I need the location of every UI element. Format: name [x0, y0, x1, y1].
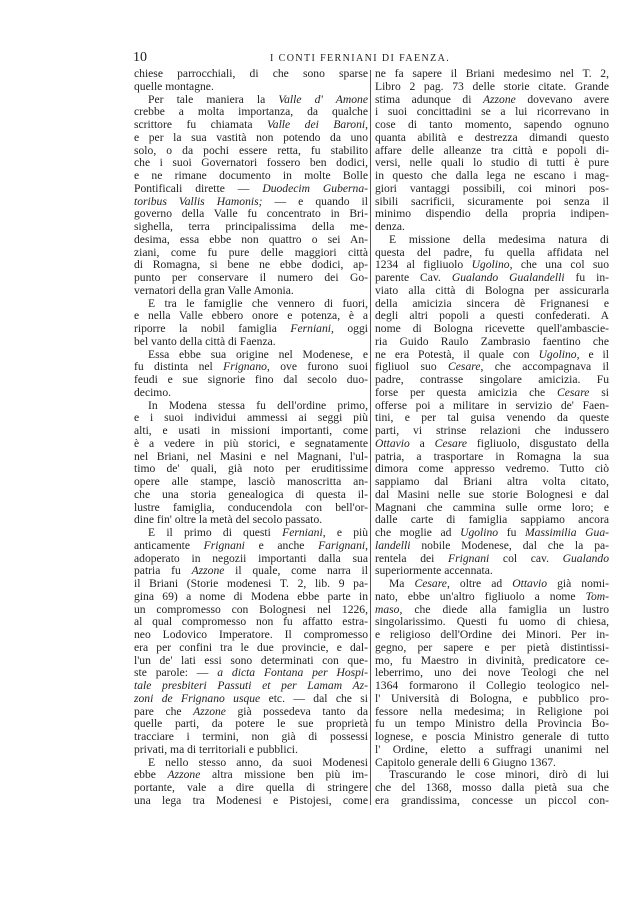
italic-text: tale presbiteri Passuti et per Lamam Az-	[134, 680, 368, 692]
text-line	[134, 718, 368, 731]
text-line	[134, 463, 368, 476]
text-line	[134, 553, 368, 566]
italic-text: Ugolino	[538, 348, 577, 361]
text-segment: Magnani che cammina sulle orme loro; e	[375, 501, 609, 514]
italic-text: Ugolino	[460, 527, 499, 539]
italic-text: Ferniani	[282, 527, 323, 539]
text-line	[134, 629, 368, 642]
text-line	[375, 591, 609, 604]
text-line	[375, 769, 609, 782]
text-segment: ste parole: —	[134, 667, 218, 680]
italic-text: Frignani	[448, 552, 490, 565]
text-line	[134, 400, 368, 413]
text-segment: patria, a trasportare in Romagna la sua	[375, 450, 609, 463]
text-segment: dalle carte di famiglia sappiamo ancora	[375, 514, 609, 527]
text-line	[375, 795, 609, 808]
text-segment: , che accompagnava il	[480, 361, 609, 374]
text-segment: degli altri popoli a questi confederati. A	[375, 310, 609, 323]
text-column-right	[375, 68, 609, 808]
text-segment: , e più	[322, 527, 368, 539]
text-line	[134, 336, 368, 349]
text-segment: patria fu	[134, 565, 192, 578]
text-line	[375, 527, 609, 540]
text-line	[375, 463, 609, 476]
text-segment: un compromesso con Bolognesi nel 1226,	[134, 603, 368, 616]
text-line	[134, 757, 368, 770]
text-segment: nome di Bologna ricevette quell'ambascie-	[375, 323, 609, 335]
text-segment: ,	[365, 119, 368, 131]
text-segment: che una storia genealogica di questa il-	[134, 488, 368, 501]
text-line	[134, 349, 368, 362]
text-line	[375, 119, 609, 132]
text-line	[134, 527, 368, 540]
text-line	[134, 565, 368, 578]
text-segment: sappiamo dal Briani altra volta citato,	[375, 476, 609, 488]
text-line	[375, 145, 609, 158]
italic-text: Azzone	[482, 93, 516, 106]
text-segment: si	[589, 386, 609, 399]
text-segment: privati, ma di territoriali e pubblici.	[134, 743, 298, 756]
text-line	[375, 68, 609, 81]
text-segment: offerse poi a militare in servizio de' Faen-	[375, 399, 609, 412]
text-line	[375, 132, 609, 145]
text-line	[134, 642, 368, 655]
text-line	[375, 667, 609, 680]
text-line	[134, 655, 368, 668]
text-segment: che i suoi Governatori fossero ben dodici,	[134, 157, 368, 170]
paragraph	[134, 400, 368, 528]
text-segment: dal Masini nelle sue storie Bolognesi e dal	[375, 488, 609, 501]
text-segment: Per tale maniera la	[148, 93, 279, 106]
text-line	[134, 782, 368, 795]
text-line	[134, 208, 368, 221]
text-segment: , oggi	[330, 323, 368, 335]
text-line	[134, 221, 368, 234]
italic-text: landelli	[375, 539, 411, 552]
text-line	[375, 489, 609, 502]
text-segment: è a vedere in più storici, e segnatamente	[134, 437, 368, 450]
text-segment: etc. — dal che si	[260, 692, 368, 705]
text-line	[375, 81, 609, 94]
text-segment: sibili sacrificii, sicuramente poi senza il	[375, 195, 609, 208]
text-line	[375, 425, 609, 438]
text-segment: lustre famiglia, conducendola con bell'or-	[134, 501, 368, 514]
paragraph	[134, 94, 368, 298]
text-line	[134, 578, 368, 591]
text-line	[375, 731, 609, 744]
text-segment: E il primo di questi	[148, 527, 283, 539]
text-segment: vernatori della gran Valle Amonia.	[134, 284, 294, 297]
text-segment: col cav.	[489, 552, 563, 565]
text-segment: scrittore fu chiamata	[134, 119, 267, 131]
italic-text: maso	[375, 603, 400, 616]
text-segment: della amicizia sincera dè Frignanesi e	[375, 297, 609, 310]
text-line	[375, 502, 609, 515]
text-line	[134, 476, 368, 489]
text-segment: in questo che dalla lega ne escano i mag-	[375, 170, 609, 182]
text-line	[375, 718, 609, 731]
text-line	[375, 196, 609, 209]
italic-text: Ottavio	[512, 578, 548, 590]
text-segment: già possedeva tanto da	[225, 705, 368, 718]
text-segment: riporre la nobil famiglia	[134, 323, 291, 335]
text-segment: parente Cav.	[375, 272, 452, 284]
text-line	[134, 693, 368, 706]
text-line	[375, 604, 609, 617]
text-segment: fu	[498, 527, 526, 539]
text-segment: al qual compromesso non fu affatto estra-	[134, 616, 368, 629]
text-line	[134, 132, 368, 145]
text-segment: ne fa sapere il Briani medesimo nel T. 2,	[375, 68, 609, 80]
text-segment: anticamente	[134, 539, 204, 552]
text-line	[375, 540, 609, 553]
text-line	[375, 693, 609, 706]
text-line	[134, 387, 368, 400]
text-segment: e per la sua vastità non potendo da uno	[134, 131, 368, 144]
text-segment: una lega tra Modenesi e Pistojesi, come	[134, 794, 368, 807]
text-segment: singolarissimo. Questi fu uomo di chiesa,	[375, 616, 609, 629]
italic-text: Farignani	[318, 539, 366, 552]
text-line	[375, 680, 609, 693]
italic-text: a dicta Fontana per Hospi-	[217, 667, 368, 680]
italic-text: zoni de Frignano usque	[134, 692, 261, 705]
text-line	[134, 731, 368, 744]
text-segment: , e il	[576, 348, 609, 361]
text-line	[134, 310, 368, 323]
text-line	[134, 183, 368, 196]
text-line	[375, 387, 609, 400]
text-segment: lognese, e poscia Ministro generale di tutto	[375, 731, 609, 743]
text-segment: leberrimo, uno dei nove Teologi che nel	[375, 667, 609, 680]
italic-text: Azzone	[191, 565, 225, 578]
text-segment: , che una col suo	[509, 259, 609, 272]
text-segment: versi, nelle quali lo studio di tutti è pure	[375, 157, 609, 170]
text-line	[375, 578, 609, 591]
text-line	[375, 183, 609, 196]
text-segment: neo Lodovico Imperatore. Il compromesso	[134, 629, 368, 641]
text-line	[134, 94, 368, 107]
text-segment: viato alla città di Bologna per assicurarla	[375, 284, 609, 297]
text-segment: 1234 al figliuolo	[375, 259, 472, 272]
italic-text: Cesare	[414, 578, 447, 590]
text-line	[134, 795, 368, 808]
text-line	[134, 706, 368, 719]
text-segment: gina 69) a nome di Modena ebbe parte in	[134, 590, 368, 603]
text-segment: e ne rimane documento in molte Bolle	[134, 170, 368, 182]
text-segment: padre, contrasse singolare amicizia. Fu	[375, 374, 609, 386]
text-segment: di Romagna, si bene ne ebbe dodici, ap-	[134, 259, 368, 272]
text-segment: era grandissima, concesse un piccol con-	[375, 794, 609, 807]
text-line	[375, 272, 609, 285]
text-segment: adoperato in negozii importanti dalla sua	[134, 552, 368, 565]
text-line	[134, 361, 368, 374]
text-line	[134, 323, 368, 336]
text-segment: dine fin' oltre la metà del secolo passato.	[134, 514, 323, 527]
text-segment: e i suoi individui ammessi ai seggi più	[134, 412, 368, 425]
text-segment: il Briani (Storie modenesi T. 2, lib. 9 pa-	[134, 578, 368, 590]
text-line	[134, 170, 368, 183]
text-line	[375, 782, 609, 795]
text-line	[134, 744, 368, 757]
text-segment: rentela dei	[375, 552, 449, 565]
text-line	[375, 285, 609, 298]
italic-text: Ugolino	[471, 259, 510, 272]
text-line	[134, 196, 368, 209]
text-line	[134, 285, 368, 298]
text-segment: e religioso dell'Ordine dei Minori. Per in-	[375, 629, 609, 641]
text-segment: quelle parti, da potere le sue proprietà	[134, 718, 368, 731]
text-segment: Libro 2 pag. 73 delle storie citate. Grande	[375, 80, 609, 93]
text-segment: E missione della medesima natura di	[389, 233, 609, 246]
paragraph	[375, 769, 609, 807]
text-segment: l' Università di Bologna, e pubblico pro-	[375, 692, 609, 705]
text-segment: era per confini tra le due provincie, e dal-	[134, 641, 368, 654]
text-segment: nobile Modenese, dal che la pa-	[410, 539, 609, 552]
text-line	[375, 106, 609, 119]
text-segment: l'un de' lati essi sono determinati con que-	[134, 654, 368, 667]
paragraph	[375, 234, 609, 578]
text-line	[375, 412, 609, 425]
text-line	[375, 706, 609, 719]
text-segment: Capitolo generale delli 6 Giugno 1367.	[375, 756, 556, 769]
text-segment: già nomi-	[547, 578, 609, 590]
text-segment: portante, vale a dire quella di stringere	[134, 782, 368, 794]
text-segment: E nello stesso anno, da suoi Modenesi	[148, 756, 368, 769]
text-segment: fu distinta nel	[134, 361, 224, 374]
italic-text: Valle d' Amone	[278, 93, 368, 106]
text-segment: stima adunque di	[375, 93, 483, 106]
text-line	[134, 591, 368, 604]
text-segment: ,	[365, 539, 368, 552]
italic-text: Gualando Gualandelli	[451, 272, 565, 284]
text-line	[375, 374, 609, 387]
italic-text: Azzone	[167, 769, 201, 782]
text-line	[375, 170, 609, 183]
text-segment: punto per conservare il numero dei Go-	[134, 272, 368, 284]
text-line	[134, 514, 368, 527]
italic-text: Cesare	[448, 361, 481, 374]
text-line	[134, 489, 368, 502]
text-line	[375, 361, 609, 374]
text-segment: denza.	[375, 221, 405, 233]
page-number: 10	[133, 50, 147, 65]
text-line	[134, 68, 368, 81]
italic-text: Duodecim Guberna-	[262, 182, 368, 195]
text-segment: Ma	[389, 578, 415, 590]
text-segment: l' Ordine, eletto a suffragi unanimi nel	[375, 743, 609, 756]
text-line	[375, 642, 609, 655]
text-segment: 1364 formarono il Collegio teologico nel-	[375, 680, 609, 692]
italic-text: Gualando	[562, 552, 609, 565]
text-segment: questa del padre, fu quella affidata nel	[375, 246, 609, 259]
paragraph	[375, 578, 609, 769]
text-segment: minimo dispendio della propria indipen-	[375, 208, 609, 221]
italic-text: Ottavio	[375, 437, 410, 450]
text-segment: che moglie ad	[375, 527, 461, 539]
italic-text: toribus Vallis Hamonis;	[134, 195, 263, 208]
italic-text: Tom-	[585, 590, 609, 603]
text-line	[134, 680, 368, 693]
text-line	[375, 234, 609, 247]
text-line	[375, 629, 609, 642]
text-segment: , oltre ad	[446, 578, 513, 590]
text-line	[134, 81, 368, 94]
text-segment: ne era Potestà, il quale con	[375, 348, 539, 361]
text-segment: , che diede alla famiglia un lustro	[399, 603, 609, 616]
italic-text: Valle dei Baroni	[266, 119, 366, 131]
text-line	[134, 540, 368, 553]
text-line	[375, 400, 609, 413]
text-line	[375, 323, 609, 336]
text-segment: nato, ebbe un'altro figliuolo a nome	[375, 590, 586, 603]
text-line	[134, 604, 368, 617]
text-line	[134, 451, 368, 464]
italic-text: Frignano	[223, 361, 267, 374]
text-segment: governo della Valle fu concentrato in Bri-	[134, 208, 368, 221]
text-line	[134, 438, 368, 451]
text-line	[375, 565, 609, 578]
text-segment: giori vantaggi possibili, coi minori pos-	[375, 182, 609, 195]
text-segment: i suoi concittadini se a lui ricorrevano in	[375, 106, 609, 119]
text-segment: forse per questa amicizia che	[375, 386, 558, 399]
text-column-left	[134, 68, 368, 808]
text-segment: chiese parrocchiali, di che sono sparse	[134, 68, 368, 80]
text-line	[134, 259, 368, 272]
italic-text: Azzone	[193, 705, 226, 718]
text-segment: ebbe	[134, 769, 168, 782]
text-line	[134, 106, 368, 119]
text-segment: desima, essa ebbe non quattro o sei An-	[134, 233, 368, 246]
italic-text: Cesare	[434, 437, 468, 450]
text-segment: Trascurando le cose minori, dirò di lui	[389, 769, 609, 782]
text-line	[134, 145, 368, 158]
text-segment: fu in-	[564, 272, 609, 284]
text-line	[134, 374, 368, 387]
text-segment: In Modena stessa fu dell'ordine primo,	[148, 399, 368, 412]
text-line	[134, 119, 368, 132]
text-segment: affare delle alleanze tra città e popoli di-	[375, 144, 609, 157]
text-segment: gegno, per sapere e per pietà distintissi-	[375, 641, 609, 654]
text-line	[134, 502, 368, 515]
text-segment: crebbe a molta importanza, da qualche	[134, 106, 368, 119]
text-segment: ria Guido Raulo Zambrasio faentino che	[375, 335, 609, 348]
text-line	[134, 616, 368, 629]
paragraph	[134, 757, 368, 808]
text-line	[375, 616, 609, 629]
text-line	[375, 514, 609, 527]
text-line	[375, 451, 609, 464]
column-divider	[370, 70, 371, 805]
text-line	[375, 94, 609, 107]
text-line	[375, 553, 609, 566]
text-segment: bel vanto della città di Faenza.	[134, 335, 276, 348]
text-segment: decimo.	[134, 386, 172, 399]
text-line	[375, 157, 609, 170]
text-segment: altra missione ben più im-	[200, 769, 368, 782]
text-segment: alti, e usati in missioni importanti, come	[134, 425, 368, 437]
text-segment: tini, e per tal guisa venendo da queste	[375, 412, 609, 425]
text-segment: superiormente accennata.	[375, 565, 493, 578]
text-segment: quanta abilità e destrezza dimandi questo	[375, 131, 609, 144]
text-line	[375, 336, 609, 349]
paragraph	[134, 298, 368, 349]
text-line	[375, 298, 609, 311]
paragraph	[134, 349, 368, 400]
text-line	[375, 259, 609, 272]
text-segment: fu un tempo Ministro della Provincia Bo-	[375, 718, 609, 731]
italic-text: Ferniani	[290, 323, 331, 335]
text-line	[134, 769, 368, 782]
paragraph	[134, 527, 368, 757]
text-line	[375, 221, 609, 234]
text-segment: Pontificali dirette —	[134, 182, 263, 195]
paragraph	[375, 68, 609, 234]
italic-text: Cesare	[557, 386, 590, 399]
text-line	[134, 157, 368, 170]
text-line	[134, 272, 368, 285]
text-line	[375, 438, 609, 451]
text-segment: cose di tanto momento, sapendo ognuno	[375, 119, 609, 131]
text-line	[375, 476, 609, 489]
italic-text: Massimilia Gua-	[525, 527, 609, 539]
text-segment: il quale, come narra il	[224, 565, 368, 578]
text-segment: timo de' quali, già noto per eruditissime	[134, 463, 368, 476]
text-segment: e nella Valle ebbero onore e potenza, è a	[134, 310, 368, 323]
text-segment: ziani, come fu pure delle maggiori città	[134, 246, 368, 259]
text-line	[375, 349, 609, 362]
text-segment: e anche	[244, 539, 319, 552]
text-line	[134, 412, 368, 425]
text-line	[134, 667, 368, 680]
text-segment: dimora come appresso vedremo. Tutto ciò	[375, 463, 609, 476]
text-segment: feudi e sue signorie fino dal secolo duo-	[134, 374, 368, 386]
text-line	[134, 298, 368, 311]
text-segment: che del 1368, mosso dalla pietà sua che	[375, 782, 609, 794]
text-line	[375, 757, 609, 770]
text-segment: nel Briani, nel Masini e nel Magnani, l'ul-	[134, 450, 368, 463]
text-segment: E tra le famiglie che vennero di fuori,	[148, 297, 368, 310]
text-segment: parti, vi strinse relazioni che indussero	[375, 425, 609, 437]
text-segment: a	[409, 437, 435, 450]
text-segment: figliuolo, disgustato della	[467, 437, 609, 450]
text-segment: Essa ebbe sua origine nel Modenese, e	[148, 348, 368, 361]
text-segment: opere alle stampe, lasciò manoscritta an-	[134, 476, 368, 488]
text-line	[375, 247, 609, 260]
text-segment: sighella, terra principalissima della me-	[134, 221, 368, 233]
text-segment: pare che	[134, 705, 194, 718]
text-segment: solo, o da pochi essere retta, fu stabilito	[134, 144, 368, 157]
italic-text: Frignani	[203, 539, 245, 552]
text-segment: quelle montagne.	[134, 80, 214, 93]
text-segment: fessore nella medesima; in Religione poi	[375, 705, 609, 718]
text-segment: tracciare i termini, non già di possessi	[134, 731, 368, 743]
text-line	[375, 744, 609, 757]
text-segment: mo, fu Maestro in divinità, predicatore ce-	[375, 654, 609, 667]
text-line	[134, 234, 368, 247]
running-title: I CONTI FERNIANI DI FAENZA.	[270, 53, 451, 64]
text-segment: dovevano avere	[515, 93, 609, 106]
text-segment: — e quando il	[262, 195, 368, 208]
text-segment: , ove furono suoi	[266, 361, 368, 374]
text-line	[375, 310, 609, 323]
text-line	[375, 208, 609, 221]
text-line	[134, 247, 368, 260]
paragraph	[134, 68, 368, 94]
text-line	[134, 425, 368, 438]
text-line	[375, 655, 609, 668]
text-segment: figliuol suo	[375, 361, 449, 374]
